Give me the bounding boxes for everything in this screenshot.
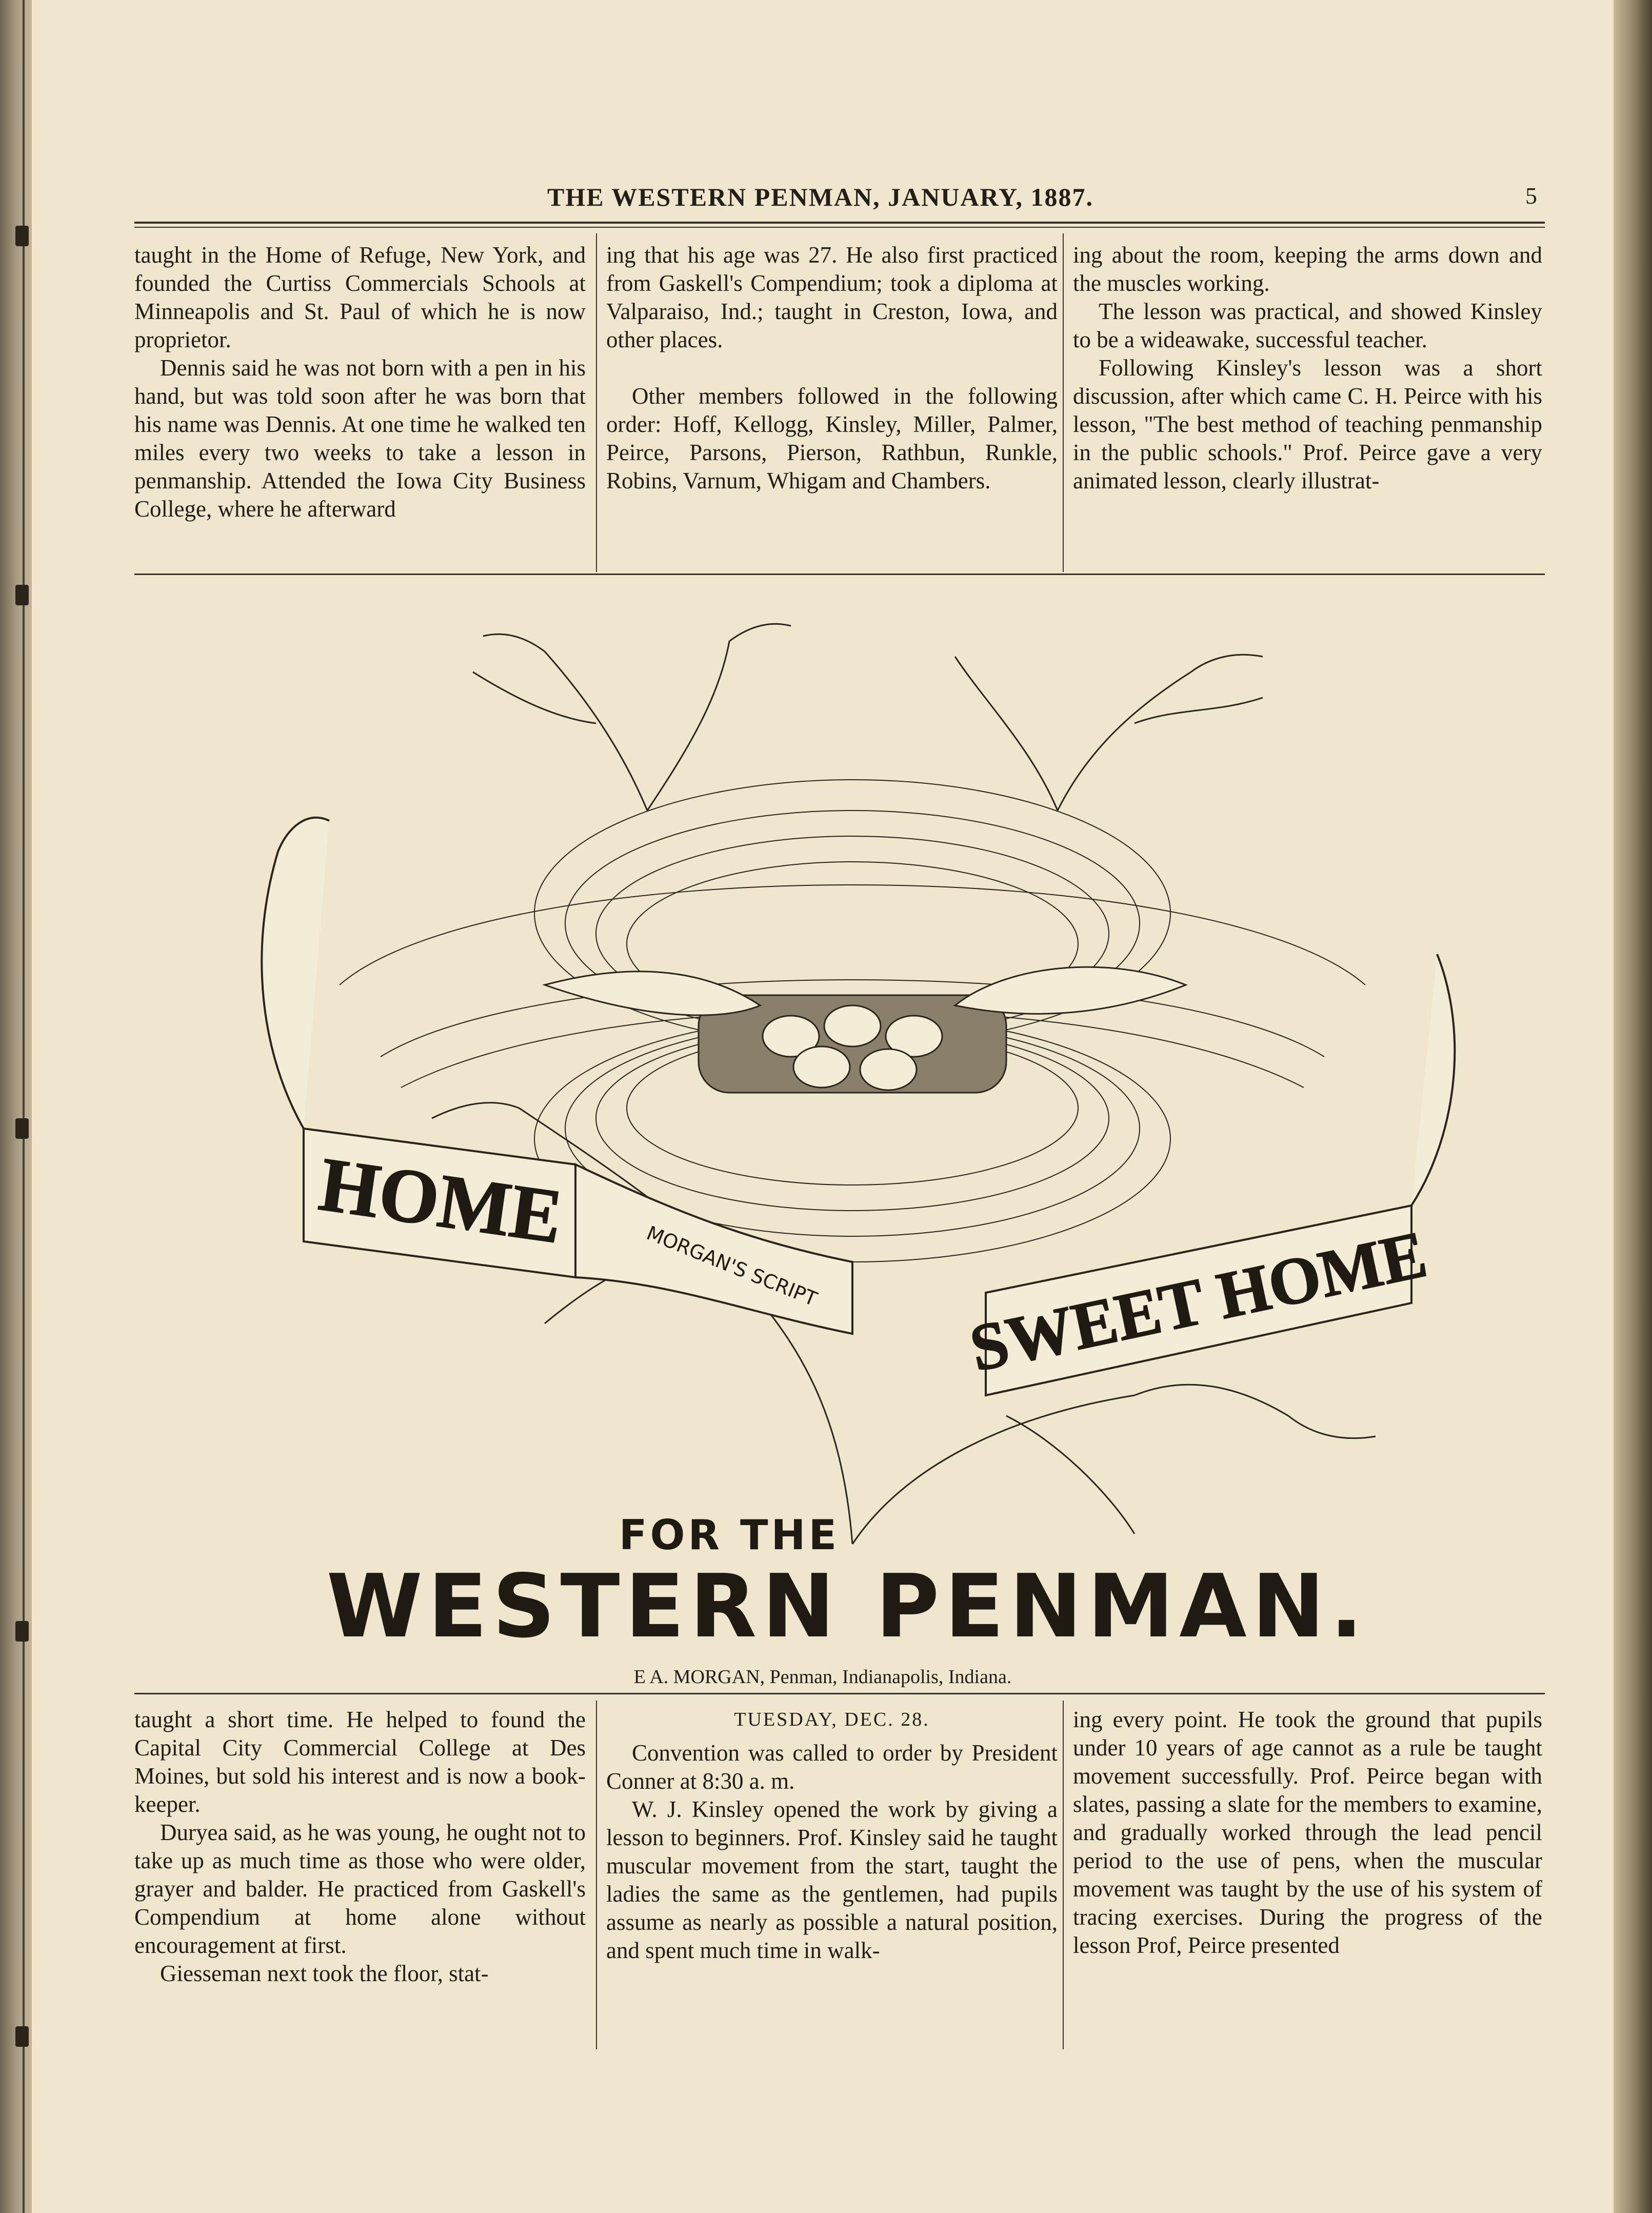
paragraph: Duryea said, as he was young, he ought not to take up as much time as those who were older, grayer and balder. He practiced from Gaskell's Compendium at home alone without encouragement at first. [134,1820,586,1958]
bottom-column-2 [606,1706,1058,1965]
paragraph: ing that his age was 27. He also first practiced from Gaskell's Compendium; took a diploma at Valparaiso, Ind.; taught in Creston, Iowa, and other places. [606,242,1058,352]
section-heading: TUESDAY, DEC. 28. [734,1709,930,1730]
paragraph: ing every point. He took the ground that pupils under 10 years of age cannot as a rule be taught movement successfully. Prof. Peirce began with slates, passing a slate for the members to examine, and gradually worked through the lead pencil period to the use of pens, when the muscular movement was taught by the use of his system of tracing exercises. During the progress of the lesson Prof, Peirce presented [1073,1707,1542,1958]
bottom-column-1 [134,1706,586,1988]
illustration-caption: E A. MORGAN, Penman, Indianapolis, Indiana. [633,1666,1012,1688]
page-number: 5 [1525,183,1537,209]
binding-notch [15,1621,29,1642]
paragraph: taught in the Home of Refuge, New York, and founded the Curtiss Commercials Schools at Minneapolis and St. Paul of which he is now proprietor. [134,242,586,352]
binding-notch [15,585,29,605]
paragraph: ing about the room, keeping the arms down and the muscles working. [1073,242,1542,296]
paragraph: Giesseman next took the floor, stat- [160,1961,489,1986]
book-spine [0,0,36,2213]
running-header [152,182,1537,218]
paragraph: Dennis said he was not born with a pen in his hand, but was told soon after he was born that his name was Dennis. At one time he walked ten miles every two weeks to take a lesson in penmanship. Attended the Iowa City Business College, where he afterward [134,355,586,522]
paragraph: W. J. Kinsley opened the work by giving a lesson to beginners. Prof. Kinsley said he taught muscular movement from the start, taught the ladies the same as the gentlemen, had pupils assume as nearly as possible a natural position, and spent much time in walk- [606,1796,1058,1963]
column-rule [596,1701,597,2049]
header-rule [134,227,1545,228]
penmanship-illustration [186,595,1519,1652]
footer-large-text: WESTERN PENMAN. [326,1556,1368,1652]
banner-right-text: SWEET HOME [964,1217,1433,1386]
paragraph: taught a short time. He helped to found the Capital City Commercial College at Des Moines, but sold his interest and is now a book-keeper. [134,1707,586,1817]
binding-notch [15,1118,29,1139]
paragraph: Other members followed in the following order: Hoff, Kellogg, Kinsley, Miller, Palmer, Peirce, Parsons, Pierson, Rathbun, Runkle, Robins, Varnum, Whigam and Chambers. [606,383,1058,493]
top-column-2 [606,241,1058,495]
section-rule [134,1693,1545,1694]
footer-small-text: FOR THE [619,1511,840,1559]
signature-text: MORGAN'S SCRIPT [643,1221,821,1311]
top-column-3 [1073,241,1542,495]
top-column-1 [134,241,586,523]
column-rule [596,233,597,572]
column-rule [1063,1701,1064,2049]
header-rule [134,222,1545,224]
section-rule [134,574,1545,575]
column-rule [1063,233,1064,572]
binding-notch [15,226,29,246]
newspaper-page [32,0,1614,2213]
bottom-column-3 [1073,1706,1542,1960]
binding-notch [15,2026,29,2047]
header-title: THE WESTERN PENMAN, JANUARY, 1887. [547,183,1093,211]
paragraph: Following Kinsley's lesson was a short discussion, after which came C. H. Peirce with his lesson, "The best method of teaching penmanship in the public schools." Prof. Peirce gave a very animated lesson, clearly illustrat- [1073,355,1542,493]
binding-line [23,0,25,2213]
banner-left-text: HOME [314,1141,568,1260]
paragraph: The lesson was practical, and showed Kinsley to be a wideawake, successful teacher. [1073,299,1542,352]
paragraph: Convention was called to order by President Conner at 8:30 a. m. [606,1740,1058,1794]
page-edge-shadow [1614,0,1652,2213]
